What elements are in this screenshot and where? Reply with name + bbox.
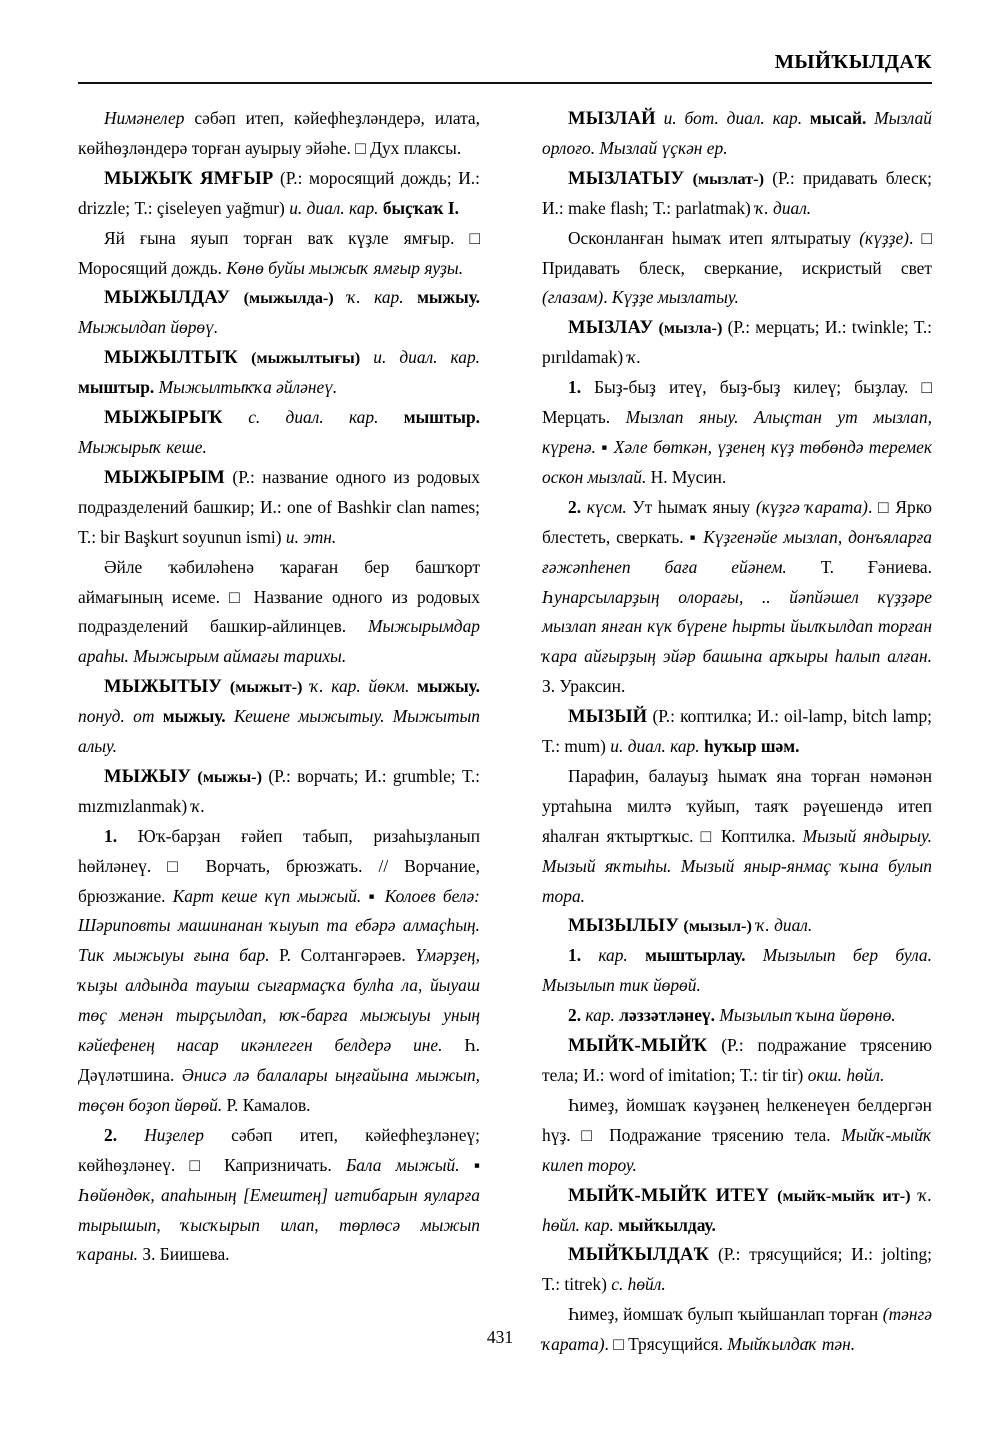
dictionary-entry: МЫЗЛАТЫУ (мызлат-) (Р.: придавать блеск; И.: make flash; Т.: parlatmak) ҡ. диал.	[542, 167, 932, 218]
dictionary-entry: МЫЙҠЫЛДАҠ (Р.: трясущийся; И.: jolting; Т.: titrek) с. һөйл.	[542, 1244, 932, 1295]
dictionary-entry: МЫЗЛАЙ и. бот. диал. кар. мысай. Мызлай орлоғо. Мызлай үçкән ер.	[542, 108, 932, 158]
dictionary-entry: МЫЖЫРЫМ (Р.: название одного из родовых подразделений башкир; И.: one of Bashkir clan names; Т.: bir Başkurt soyunun ismi) и. этн.	[78, 466, 480, 547]
dictionary-entry: МЫЙҠ-МЫЙҠ ИТЕҮ (мыйҡ-мыйҡ ит-) ҡ. һөйл. кар. мыйҡылдау.	[542, 1184, 932, 1235]
dictionary-entry: МЫЖЫТЫУ (мыжыт-) ҡ. кар. йөкм. мыжыу. понуд. от мыжыу. Кешене мыжытыу. Мыжытып алыу.	[78, 676, 480, 757]
dictionary-entry: МЫЗЛАУ (мызла-) (Р.: мерцать; И.: twinkle; Т.: pırıldamak) ҡ.	[542, 317, 932, 368]
sense-paragraph: 1. Юҡ-барҙан ғәйеп табып, ризаһыҙланып һөйләнеү. □ Ворчать, брюзжать. // Ворчание, брюзжание. Карт кеше күп мыжый. ▪ Колоев белә: Шәриповты машинанан ҡыуып та ебәрә алмаҫһың. Тик мыжыуы ғына бар. Р. Солтангәрәев. Үмәрҙең, ҡыҙы алдында тауыш сығармаҫҡа булһа ла, йыуаш төҫ менән тырҫылдап, юҡ-барға мыжыуы уның кәйефенең насар икәнлеген белдерә ине. Һ. Дәүләтшина. Әнисә лә балалары ыңғайына мыжып, төҫөн боҙоп йөрөй. Р. Камалов.	[78, 825, 481, 1115]
definition-paragraph: Һимеҙ, йомшаҡ кәүҙәнең һелкенеүен белдергән һүҙ. □ Подражание трясению тела. Мыйҡ-мыйҡ килеп тороу.	[542, 1094, 932, 1175]
dictionary-entry: МЫЖЫУ (мыжы-) (Р.: ворчать; И.: grumble; Т.: mızmızlanmak) ҡ.	[78, 765, 480, 816]
running-head: МЫЙҠЫЛДАҠ	[774, 51, 932, 73]
sense-paragraph: 1. кар. мыштырлау. Мызылып бер була. Мызылып тик йөрөй.	[542, 945, 932, 996]
dictionary-entry: МЫЖЫРЫҠ с. диал. кар. мыштыр. Мыжырыҡ кеше.	[78, 407, 480, 457]
dictionary-entry: МЫЖЫЛДАУ (мыжылда-) ҡ. кар. мыжыу. Мыжылдап йөрөү.	[78, 287, 480, 338]
page-number: 431	[486, 1327, 514, 1347]
dictionary-entry: МЫЗЫЛЫУ (мызыл-) ҡ. диал.	[568, 915, 813, 937]
dictionary-entry: МЫЖЫЛТЫҠ (мыжылтығы) и. диал. кар. мыштыр. Мыжылтыҡҡа әйләнеү.	[78, 347, 480, 398]
definition-paragraph: Осконланған һымаҡ итеп ялтыратыу (күҙҙе). □ Придавать блеск, сверкание, искристый свет (глазам). Күҙҙе мызлатыу.	[542, 227, 933, 308]
sense-paragraph: 2. күсм. Ут һымаҡ яныу (күҙгә ҡарата). □ Ярко блестеть, сверкать. ▪ Күҙгенәйе мызлап, донъяларға ғәжәпһенеп баға ейәнем. Т. Ғәниева. Һунарсыларҙың олорағы, .. йәпйәшел күҙҙәре мызлап янған күк бүрене һырты йылҡылдап торған ҡара айғырҙың эйәр башына арҡыры һалып алған. З. Ураксин.	[542, 496, 932, 697]
running-head-area	[78, 52, 932, 84]
dictionary-entry: МЫЖЫҠ ЯМҒЫР (Р.: моросящий дождь; И.: drizzle; Т.: çiseleyen yağmur) и. диал. кар. быҫҡаҡ I.	[78, 167, 480, 218]
definition-paragraph: Яй ғына яуып торған ваҡ күҙле ямғыр. □ Моросящий дождь. Көнө буйы мыжыҡ ямғыр яуҙы.	[78, 227, 480, 278]
dictionary-entry: МЫЙҠ-МЫЙҠ (Р.: подражание трясению тела; И.: word of imitation; Т.: tir tir) окш. һөйл.	[542, 1035, 932, 1085]
definition-paragraph: Һимеҙ, йомшаҡ булып ҡыйшанлап торған (тәнгә ҡарата). □ Трясущийся. Мыйҡылдаҡ тән.	[542, 1304, 932, 1355]
dictionary-entry: МЫЗЫЙ (Р.: коптилка; И.: oil-lamp, bitch lamp; Т.: mum) и. диал. кар. һуҡыр шәм.	[542, 706, 932, 757]
header-rule	[78, 82, 932, 84]
sense-paragraph: 2. Ниҙелер сәбәп итеп, кәйефһеҙләнеү; көйһөҙләнеү. □ Капризничать. Бала мыжый. ▪ Һөйөндөк, апаһының [Емештең] иғтибарын яуларға тырышып, ҡысҡырып илап, төрлөсә мыжып ҡараны. З. Биишева.	[78, 1124, 480, 1265]
sense-paragraph: 2. кар. ләззәтләнеү. Мызылып ҡына йөрөнө.	[568, 1005, 896, 1026]
right-column	[542, 104, 933, 1355]
left-column	[78, 104, 480, 1294]
definition-paragraph: Нимәнелер сәбәп итеп, кәйефһеҙләндерә, илата, көйһөҙләндерә торған ауырыу эйәһе. □ Дух плаксы.	[78, 108, 480, 158]
sense-paragraph: 1. Быҙ-быҙ итеү, быҙ-быҙ килеү; быҙлау. □ Мерцать. Мызлап яныу. Алыҫтан ут мызлап, күренә. ▪ Хәле бөткән, үҙенең күҙ төбөндә теремек оскон мызлай. Н. Мусин.	[542, 377, 932, 487]
definition-paragraph: Әйле ҡәбиләһенә ҡараған бер башҡорт аймағының исеме. □ Название одного из родовых подразделений башкир-айлинцев. Мыжырымдар араһы. Мыжырым аймағы тарихы.	[78, 556, 480, 667]
definition-paragraph: Парафин, балауыҙ һымаҡ яна торған нәмәнән уртаһына милтә ҡуйып, таяҡ рәүешендә итеп яһалған яҡтыртҡыс. □ Коптилка. Мызый яндырыу. Мызый яҡтыһы. Мызый яныр-янмаҫ ҡына булып тора.	[542, 765, 932, 906]
